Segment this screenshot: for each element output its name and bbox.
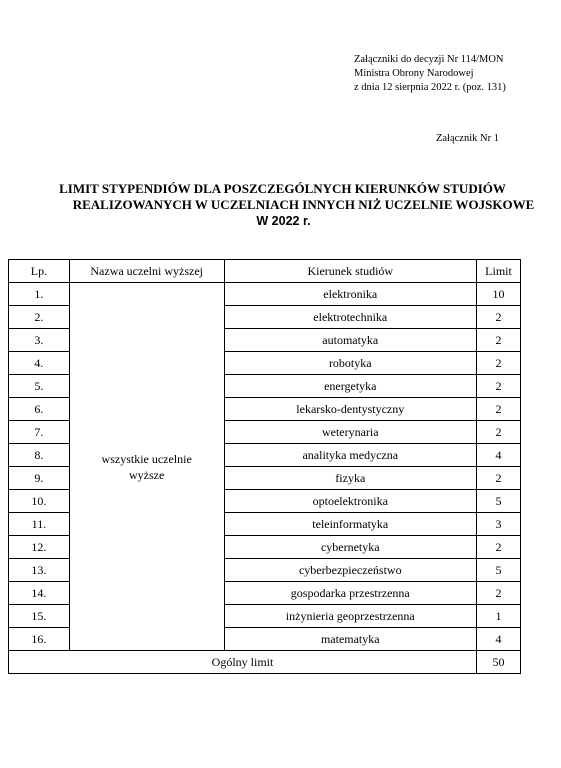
row-field: weterynaria <box>224 421 477 444</box>
row-lp: 14. <box>9 582 70 605</box>
university-cell <box>69 283 224 651</box>
table-row <box>9 283 521 306</box>
row-lp: 11. <box>9 513 70 536</box>
row-lp: 1. <box>9 283 70 306</box>
university-line-2: wyższe <box>129 467 165 482</box>
title-line-3: W 2022 r. <box>256 214 311 228</box>
title-line-2: REALIZOWANYCH W UCZELNIACH INNYCH NIŻ UCZELNIE WOJSKOWE <box>72 197 535 212</box>
row-field: analityka medyczna <box>224 444 477 467</box>
row-limit: 4 <box>477 628 521 651</box>
row-limit: 2 <box>477 398 521 421</box>
row-limit: 2 <box>477 467 521 490</box>
row-lp: 9. <box>9 467 70 490</box>
annex-number: Załącznik Nr 1 <box>436 133 499 144</box>
row-limit: 5 <box>477 490 521 513</box>
row-field: energetyka <box>224 375 477 398</box>
row-field: inżynieria geoprzestrzenna <box>224 605 477 628</box>
row-lp: 16. <box>9 628 70 651</box>
row-field: optoelektronika <box>224 490 477 513</box>
row-lp: 4. <box>9 352 70 375</box>
annex-line-2: Ministra Obrony Narodowej <box>354 68 474 79</box>
row-limit: 2 <box>477 582 521 605</box>
annex-line-3: z dnia 12 sierpnia 2022 r. (poz. 131) <box>354 82 506 93</box>
row-field: elektronika <box>224 283 477 306</box>
row-limit: 2 <box>477 536 521 559</box>
row-limit: 3 <box>477 513 521 536</box>
row-lp: 10. <box>9 490 70 513</box>
header-lp: Lp. <box>9 260 70 283</box>
row-field: teleinformatyka <box>224 513 477 536</box>
total-value: 50 <box>477 651 521 674</box>
row-field: cyberbezpieczeństwo <box>224 559 477 582</box>
annex-line-1: Załączniki do decyzji Nr 114/MON <box>354 54 504 65</box>
row-field: robotyka <box>224 352 477 375</box>
row-field: gospodarka przestrzenna <box>224 582 477 605</box>
row-field: elektrotechnika <box>224 306 477 329</box>
row-limit: 2 <box>477 352 521 375</box>
row-lp: 7. <box>9 421 70 444</box>
university-line-1: wszystkie uczelnie <box>101 451 192 466</box>
row-limit: 1 <box>477 605 521 628</box>
table-header-row <box>9 260 521 283</box>
header-field: Kierunek studiów <box>224 260 477 283</box>
row-limit: 2 <box>477 306 521 329</box>
row-lp: 12. <box>9 536 70 559</box>
row-lp: 5. <box>9 375 70 398</box>
total-row <box>9 651 521 674</box>
row-limit: 10 <box>477 283 521 306</box>
scholarship-limit-table <box>8 259 521 674</box>
row-lp: 3. <box>9 329 70 352</box>
row-field: matematyka <box>224 628 477 651</box>
row-limit: 2 <box>477 375 521 398</box>
row-field: lekarsko-dentystyczny <box>224 398 477 421</box>
total-label: Ogólny limit <box>9 651 477 674</box>
header-limit: Limit <box>477 260 521 283</box>
document-title <box>0 181 561 229</box>
title-line-1: LIMIT STYPENDIÓW DLA POSZCZEGÓLNYCH KIERUNKÓW STUDIÓW <box>59 181 506 196</box>
row-field: cybernetyka <box>224 536 477 559</box>
row-field: fizyka <box>224 467 477 490</box>
row-lp: 2. <box>9 306 70 329</box>
row-limit: 2 <box>477 421 521 444</box>
row-lp: 15. <box>9 605 70 628</box>
row-limit: 2 <box>477 329 521 352</box>
row-limit: 4 <box>477 444 521 467</box>
header-university: Nazwa uczelni wyższej <box>69 260 224 283</box>
row-lp: 6. <box>9 398 70 421</box>
row-lp: 13. <box>9 559 70 582</box>
row-limit: 5 <box>477 559 521 582</box>
annex-header <box>354 53 506 95</box>
table-body <box>9 283 521 674</box>
row-lp: 8. <box>9 444 70 467</box>
row-field: automatyka <box>224 329 477 352</box>
